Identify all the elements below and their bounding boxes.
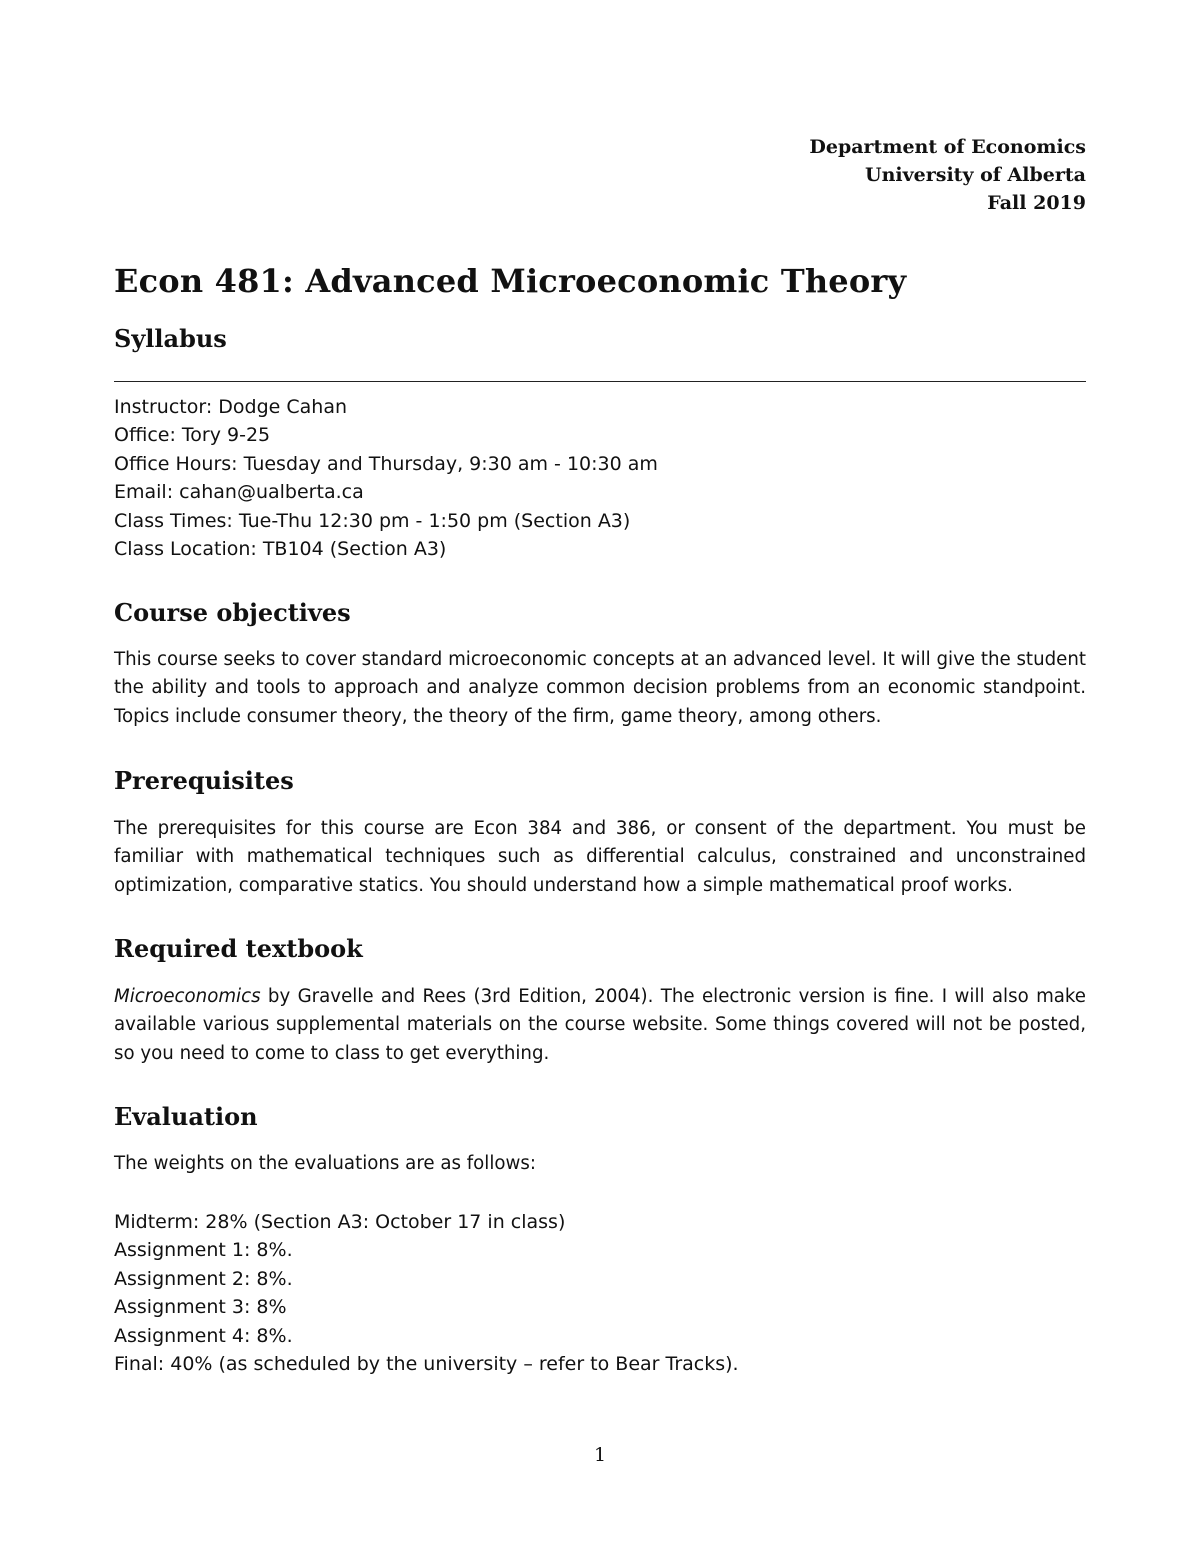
objectives-paragraph: This course seeks to cover standard microeconomic concepts at an advanced level. It will give the student the ability and tools to approach and analyze common decision problems from an economic standpoint. Topics include consumer theory, the theory of the firm, game theory, among others.	[114, 649, 1086, 727]
prerequisites-heading: Prerequisites	[114, 766, 294, 795]
course-info	[114, 393, 658, 563]
evaluation-item-midterm: Midterm: 28% (Section A3: October 17 in class)	[114, 1211, 566, 1233]
course-title: Econ 481: Advanced Microeconomic Theory	[114, 262, 907, 300]
evaluation-list	[114, 1208, 739, 1378]
department-name: Department of Economics	[809, 136, 1086, 158]
document-subtitle: Syllabus	[114, 324, 227, 353]
instructor-line: Instructor: Dodge Cahan	[114, 396, 348, 418]
textbook-description: by Gravelle and Rees (3rd Edition, 2004). The electronic version is fine. I will also make available various supplemental materials on the course website. Some things covered will not be posted, so you need to come to class to get everything.	[114, 986, 1086, 1064]
evaluation-item-assignment-1: Assignment 1: 8%.	[114, 1239, 293, 1262]
textbook-heading: Required textbook	[114, 934, 363, 963]
textbook-paragraph	[114, 983, 1086, 1068]
office-hours-line: Office Hours: Tuesday and Thursday, 9:30 am - 10:30 am	[114, 452, 658, 475]
evaluation-heading: Evaluation	[114, 1102, 258, 1131]
evaluation-item-assignment-3: Assignment 3: 8%	[114, 1296, 287, 1319]
objectives-heading: Course objectives	[114, 598, 351, 627]
department-header	[809, 133, 1086, 217]
prerequisites-paragraph: The prerequisites for this course are Econ 384 and 386, or consent of the department. You must be familiar with mathematical techniques such as differential calculus, constrained and unconstrained optimization, comparative statics. You should understand how a simple mathematical proof works.	[114, 818, 1086, 896]
university-name: University of Alberta	[865, 164, 1086, 186]
evaluation-item-assignment-2: Assignment 2: 8%.	[114, 1267, 293, 1290]
horizontal-divider	[114, 381, 1086, 382]
syllabus-page	[114, 0, 1086, 1553]
evaluation-item-final: Final: 40% (as scheduled by the university – refer to Bear Tracks).	[114, 1353, 739, 1376]
textbook-title: Microeconomics	[114, 986, 261, 1007]
evaluation-intro: The weights on the evaluations are as follows:	[114, 1153, 537, 1174]
term: Fall 2019	[987, 192, 1086, 214]
email-line: Email: cahan@ualberta.ca	[114, 481, 364, 504]
office-line: Office: Tory 9-25	[114, 424, 271, 447]
page-number: 1	[593, 1444, 607, 1466]
class-times-line: Class Times: Tue-Thu 12:30 pm - 1:50 pm (Section A3)	[114, 509, 631, 532]
class-location-line: Class Location: TB104 (Section A3)	[114, 538, 447, 561]
evaluation-item-assignment-4: Assignment 4: 8%.	[114, 1324, 293, 1347]
